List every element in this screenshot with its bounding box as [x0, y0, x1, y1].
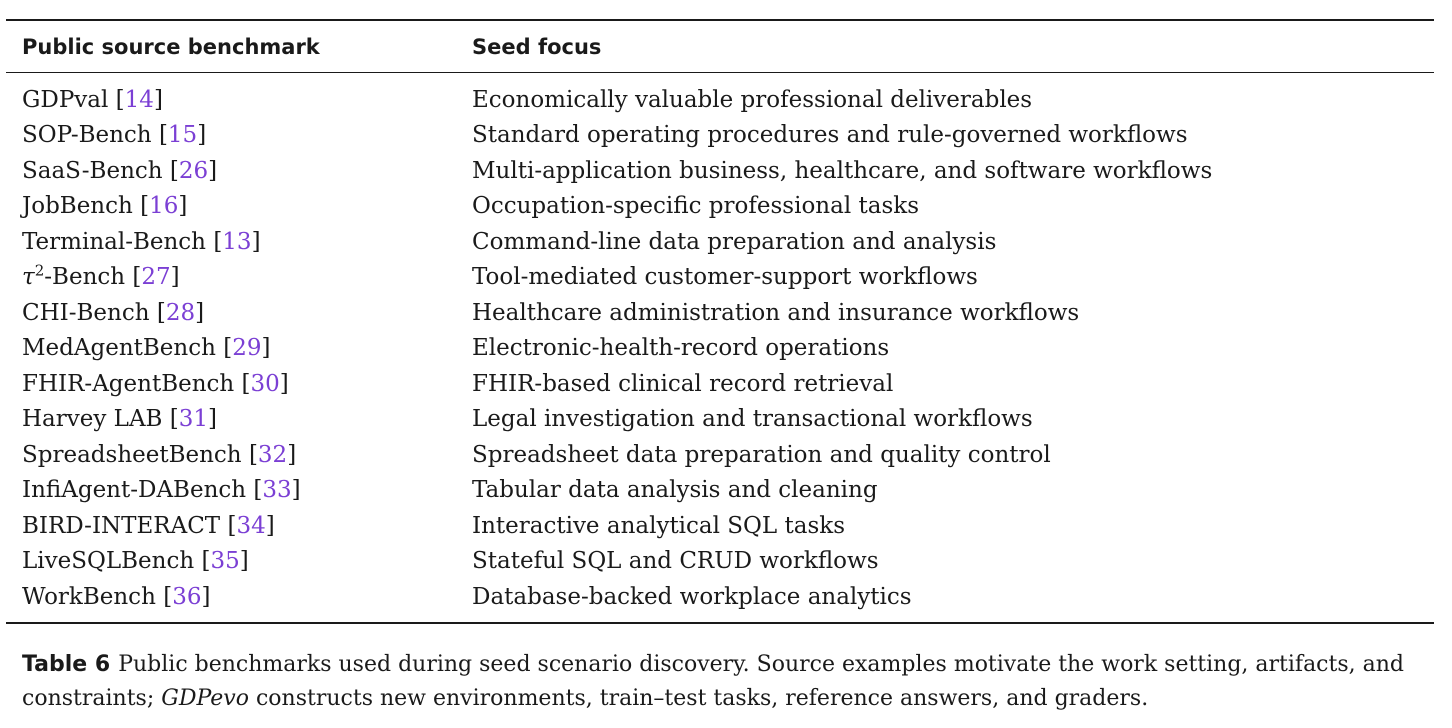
table-row: [6, 544, 1434, 580]
benchmark-cell: SOP-Bench [15]: [22, 122, 207, 149]
benchmark-name: GDPval: [22, 86, 109, 113]
benchmark-name: SpreadsheetBench: [22, 441, 242, 468]
table-row: [6, 402, 1434, 438]
citation-link[interactable]: 14: [124, 86, 154, 113]
benchmark-name: FHIR-AgentBench: [22, 370, 235, 397]
table-row: [6, 508, 1434, 544]
caption-text-after: constructs new environments, train–test tasks, reference answers, and graders.: [248, 686, 1149, 711]
seed-focus-cell: Electronic-health-record operations: [472, 335, 890, 362]
benchmark-name: MedAgentBench: [22, 335, 216, 362]
benchmark-name: JobBench: [22, 193, 133, 220]
citation-link[interactable]: 34: [236, 512, 266, 539]
citation-link[interactable]: 31: [178, 406, 209, 433]
benchmark-name: SaaS-Bench: [22, 157, 163, 184]
citation-link[interactable]: 27: [141, 264, 171, 291]
benchmark-name: Terminal-Bench: [22, 228, 206, 255]
seed-focus-cell: Occupation-specific professional tasks: [472, 193, 919, 220]
seed-focus-cell: Legal investigation and transactional workflows: [472, 406, 1033, 433]
citation-link[interactable]: 13: [222, 228, 252, 255]
table-row: [6, 331, 1434, 367]
benchmark-cell: SaaS-Bench [26]: [22, 157, 218, 184]
benchmark-table: [6, 19, 1434, 624]
seed-focus-cell: Stateful SQL and CRUD workflows: [472, 548, 879, 575]
benchmark-name: InfiAgent-DABench: [22, 477, 247, 504]
seed-focus-cell: Economically valuable professional deliverables: [472, 86, 1033, 113]
citation-link[interactable]: 30: [250, 370, 280, 397]
benchmark-cell: JobBench [16]: [22, 193, 188, 220]
table-body: [6, 73, 1434, 622]
citation-link[interactable]: 33: [262, 477, 292, 504]
benchmark-cell: Harvey LAB [31]: [22, 406, 218, 433]
benchmark-cell: FHIR-AgentBench [30]: [22, 370, 289, 397]
benchmark-cell: $\tau^2$-Bench [27]: [22, 261, 180, 291]
benchmark-cell: GDPval [14]: [22, 86, 163, 113]
seed-focus-cell: Interactive analytical SQL tasks: [472, 512, 845, 539]
citation-link[interactable]: 36: [172, 583, 202, 610]
caption-emphasis: GDPevo: [161, 686, 249, 711]
benchmark-name-suffix: -Bench: [44, 264, 126, 291]
table-row: [6, 473, 1434, 509]
benchmark-name: LiveSQLBench: [22, 548, 195, 575]
benchmark-cell: InfiAgent-DABench [33]: [22, 477, 301, 504]
citation-link[interactable]: 29: [232, 335, 262, 362]
table-header-row: [6, 21, 1434, 72]
seed-focus-cell: Standard operating procedures and rule-governed workflows: [472, 122, 1188, 149]
benchmark-name: Harvey LAB: [22, 406, 163, 433]
seed-focus-cell: Database-backed workplace analytics: [472, 583, 912, 610]
caption-text-before: Public benchmarks used during seed scenario discovery. Source examples motivate the work setting, artifacts, and constraints;: [22, 652, 1404, 711]
citation-link[interactable]: 16: [149, 193, 179, 220]
table-row: [6, 153, 1434, 189]
header-benchmark: Public source benchmark: [22, 34, 320, 59]
table-bottom-rule: [6, 622, 1434, 624]
benchmark-superscript: 2: [34, 261, 45, 280]
citation-link[interactable]: 32: [257, 441, 288, 468]
benchmark-cell: MedAgentBench [29]: [22, 335, 271, 362]
benchmark-cell: LiveSQLBench [35]: [22, 548, 249, 575]
benchmark-cell: CHI-Bench [28]: [22, 299, 205, 326]
caption-label: Table 6: [22, 652, 111, 677]
table-row: [6, 260, 1434, 296]
table-row: [6, 118, 1434, 154]
header-focus: Seed focus: [472, 34, 602, 59]
table-row: [6, 579, 1434, 615]
citation-link[interactable]: 28: [165, 299, 196, 326]
seed-focus-cell: Multi-application business, healthcare, and software workflows: [472, 157, 1213, 184]
benchmark-name: CHI-Bench: [22, 299, 150, 326]
benchmark-name: WorkBench: [22, 583, 156, 610]
seed-focus-cell: Tabular data analysis and cleaning: [472, 477, 878, 504]
benchmark-cell: SpreadsheetBench [32]: [22, 441, 297, 468]
table-caption: [22, 648, 1442, 716]
table-row: [6, 189, 1434, 225]
benchmark-name: τ: [22, 264, 35, 291]
citation-link[interactable]: 35: [210, 548, 240, 575]
seed-focus-cell: FHIR-based clinical record retrieval: [472, 370, 894, 397]
citation-link[interactable]: 26: [178, 157, 209, 184]
table-row: [6, 224, 1434, 260]
seed-focus-cell: Tool-mediated customer-support workflows: [472, 264, 978, 291]
citation-link[interactable]: 15: [167, 122, 198, 149]
seed-focus-cell: Spreadsheet data preparation and quality control: [472, 441, 1051, 468]
benchmark-cell: WorkBench [36]: [22, 583, 211, 610]
table-row: [6, 295, 1434, 331]
table-row: [6, 437, 1434, 473]
table-row: [6, 366, 1434, 402]
benchmark-cell: BIRD-INTERACT [34]: [22, 512, 275, 539]
benchmark-name: SOP-Bench: [22, 122, 152, 149]
benchmark-cell: Terminal-Bench [13]: [22, 228, 261, 255]
seed-focus-cell: Command-line data preparation and analysis: [472, 228, 997, 255]
seed-focus-cell: Healthcare administration and insurance workflows: [472, 299, 1080, 326]
table-row: [6, 82, 1434, 118]
benchmark-name: BIRD-INTERACT: [22, 512, 221, 539]
